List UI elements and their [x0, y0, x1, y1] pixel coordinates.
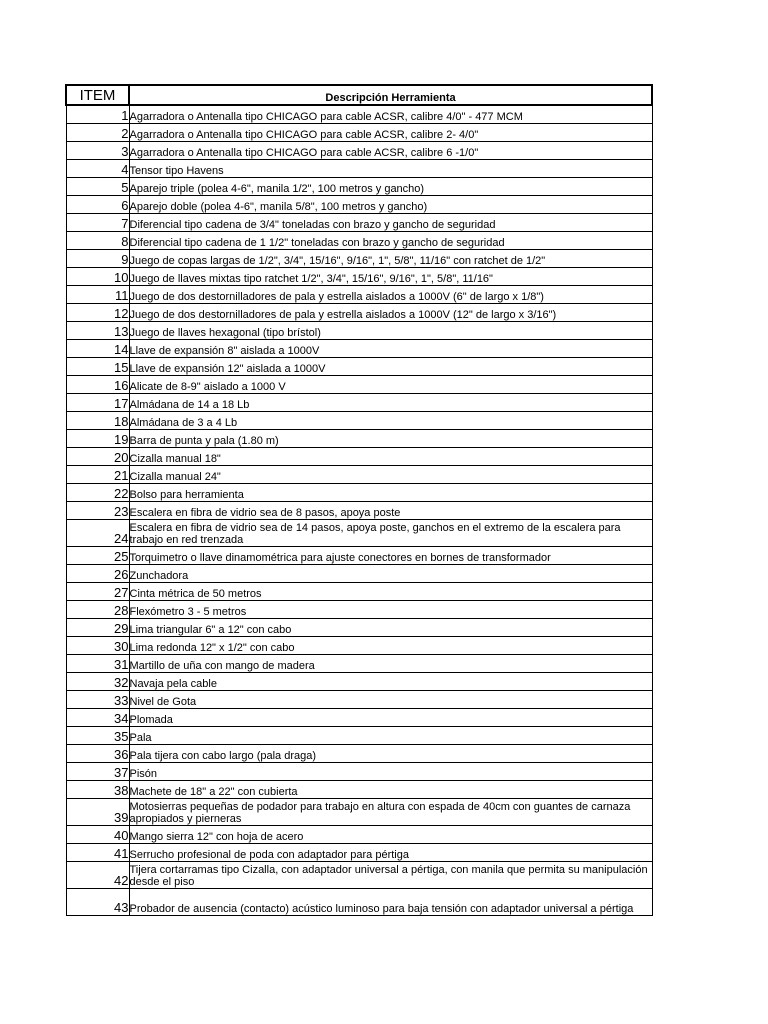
item-number-cell: 5: [66, 177, 129, 195]
description-cell: Escalera en fibra de vidrio sea de 14 pasos, apoya poste, ganchos en el extremo de la escalera para trabajo en red trenzada: [129, 519, 652, 546]
description-cell: Pisón: [129, 762, 652, 780]
description-cell: Tijera cortarramas tipo Cizalla, con adaptador universal a pértiga, con manila que permita su manipulación desde el piso: [129, 861, 652, 888]
table-row: [66, 177, 652, 195]
description-cell: Plomada: [129, 708, 652, 726]
item-number-cell: 14: [66, 339, 129, 357]
description-cell: Escalera en fibra de vidrio sea de 8 pasos, apoya poste: [129, 501, 652, 519]
table-row: [66, 861, 652, 888]
table-row: [66, 600, 652, 618]
table-row: [66, 339, 652, 357]
tools-table: [65, 84, 653, 916]
table-row: [66, 798, 652, 825]
item-number-cell: 26: [66, 564, 129, 582]
description-cell: Aparejo doble (polea 4-6", manila 5/8", 100 metros y gancho): [129, 195, 652, 213]
item-number-cell: 6: [66, 195, 129, 213]
item-number-cell: 19: [66, 429, 129, 447]
description-cell: Motosierras pequeñas de podador para trabajo en altura con espada de 40cm con guantes de carnaza apropiados y pierneras: [129, 798, 652, 825]
header-row: [66, 85, 652, 105]
item-number-cell: 12: [66, 303, 129, 321]
table-row: [66, 708, 652, 726]
item-number-cell: 13: [66, 321, 129, 339]
item-number-cell: 25: [66, 546, 129, 564]
item-number-cell: 15: [66, 357, 129, 375]
table-row: [66, 375, 652, 393]
description-cell: Barra de punta y pala (1.80 m): [129, 429, 652, 447]
table-row: [66, 159, 652, 177]
item-number-cell: 22: [66, 483, 129, 501]
item-number-cell: 31: [66, 654, 129, 672]
item-number-cell: 36: [66, 744, 129, 762]
table-row: [66, 249, 652, 267]
item-column-header: ITEM: [66, 85, 129, 105]
table-row: [66, 618, 652, 636]
item-number-cell: 39: [66, 798, 129, 825]
description-cell: Agarradora o Antenalla tipo CHICAGO para cable ACSR, calibre 2- 4/0": [129, 123, 652, 141]
table-row: [66, 465, 652, 483]
description-cell: Pala tijera con cabo largo (pala draga): [129, 744, 652, 762]
item-number-cell: 30: [66, 636, 129, 654]
item-number-cell: 38: [66, 780, 129, 798]
description-cell: Agarradora o Antenalla tipo CHICAGO para cable ACSR, calibre 4/0" - 477 MCM: [129, 105, 652, 123]
description-cell: Nivel de Gota: [129, 690, 652, 708]
item-number-cell: 28: [66, 600, 129, 618]
item-number-cell: 3: [66, 141, 129, 159]
item-number-cell: 21: [66, 465, 129, 483]
item-number-cell: 20: [66, 447, 129, 465]
description-cell: Juego de llaves hexagonal (tipo brístol): [129, 321, 652, 339]
item-number-cell: 24: [66, 519, 129, 546]
table-row: [66, 231, 652, 249]
description-cell: Juego de dos destornilladores de pala y estrella aislados a 1000V (12" de largo x 3/16"): [129, 303, 652, 321]
table-row: [66, 357, 652, 375]
item-number-cell: 32: [66, 672, 129, 690]
description-cell: Llave de expansión 8" aislada a 1000V: [129, 339, 652, 357]
item-number-cell: 18: [66, 411, 129, 429]
item-number-cell: 40: [66, 825, 129, 843]
description-cell: Lima triangular 6" a 12" con cabo: [129, 618, 652, 636]
item-number-cell: 43: [66, 888, 129, 915]
item-number-cell: 1: [66, 105, 129, 123]
table-row: [66, 690, 652, 708]
table-row: [66, 411, 652, 429]
table-body: [66, 105, 652, 915]
item-number-cell: 23: [66, 501, 129, 519]
table-row: [66, 393, 652, 411]
table-row: [66, 672, 652, 690]
description-cell: Probador de ausencia (contacto) acústico luminoso para baja tensión con adaptador universal a pértiga: [129, 888, 652, 915]
item-number-cell: 2: [66, 123, 129, 141]
table-row: [66, 267, 652, 285]
description-cell: Navaja pela cable: [129, 672, 652, 690]
description-cell: Aparejo triple (polea 4-6", manila 1/2", 100 metros y gancho): [129, 177, 652, 195]
description-cell: Cizalla manual 24": [129, 465, 652, 483]
table-row: [66, 546, 652, 564]
description-cell: Diferencial tipo cadena de 3/4" toneladas con brazo y gancho de seguridad: [129, 213, 652, 231]
item-number-cell: 16: [66, 375, 129, 393]
table-row: [66, 780, 652, 798]
description-cell: Cizalla manual 18": [129, 447, 652, 465]
item-number-cell: 33: [66, 690, 129, 708]
description-cell: Juego de copas largas de 1/2", 3/4", 15/16", 9/16", 1", 5/8", 11/16" con ratchet de 1/2": [129, 249, 652, 267]
item-number-cell: 42: [66, 861, 129, 888]
table-row: [66, 762, 652, 780]
description-cell: Zunchadora: [129, 564, 652, 582]
description-cell: Martillo de uña con mango de madera: [129, 654, 652, 672]
description-cell: Cinta métrica de 50 metros: [129, 582, 652, 600]
item-number-cell: 27: [66, 582, 129, 600]
table-row: [66, 843, 652, 861]
table-row: [66, 636, 652, 654]
item-number-cell: 10: [66, 267, 129, 285]
table-row: [66, 123, 652, 141]
item-number-cell: 9: [66, 249, 129, 267]
table-row: [66, 744, 652, 762]
table-row: [66, 447, 652, 465]
item-number-cell: 37: [66, 762, 129, 780]
item-number-cell: 34: [66, 708, 129, 726]
description-cell: Flexómetro 3 - 5 metros: [129, 600, 652, 618]
description-cell: Juego de dos destornilladores de pala y estrella aislados a 1000V (6" de largo x 1/8"): [129, 285, 652, 303]
description-cell: Lima redonda 12" x 1/2" con cabo: [129, 636, 652, 654]
table-row: [66, 195, 652, 213]
description-cell: Torquimetro o llave dinamométrica para ajuste conectores en bornes de transformador: [129, 546, 652, 564]
description-cell: Pala: [129, 726, 652, 744]
table-row: [66, 501, 652, 519]
table-row: [66, 582, 652, 600]
table-row: [66, 303, 652, 321]
description-cell: Machete de 18" a 22" con cubierta: [129, 780, 652, 798]
table-row: [66, 888, 652, 915]
description-cell: Serrucho profesional de poda con adaptador para pértiga: [129, 843, 652, 861]
table-row: [66, 429, 652, 447]
item-number-cell: 7: [66, 213, 129, 231]
item-number-cell: 17: [66, 393, 129, 411]
table-row: [66, 483, 652, 501]
table-row: [66, 654, 652, 672]
table-row: [66, 285, 652, 303]
description-cell: Almádana de 3 a 4 Lb: [129, 411, 652, 429]
item-number-cell: 11: [66, 285, 129, 303]
description-cell: Bolso para herramienta: [129, 483, 652, 501]
description-cell: Almádana de 14 a 18 Lb: [129, 393, 652, 411]
table-row: [66, 141, 652, 159]
item-number-cell: 8: [66, 231, 129, 249]
description-column-header: Descripción Herramienta: [129, 85, 652, 105]
description-cell: Agarradora o Antenalla tipo CHICAGO para cable ACSR, calibre 6 -1/0": [129, 141, 652, 159]
item-number-cell: 35: [66, 726, 129, 744]
description-cell: Tensor tipo Havens: [129, 159, 652, 177]
item-number-cell: 41: [66, 843, 129, 861]
table-row: [66, 564, 652, 582]
item-number-cell: 29: [66, 618, 129, 636]
description-cell: Mango sierra 12" con hoja de acero: [129, 825, 652, 843]
description-cell: Juego de llaves mixtas tipo ratchet 1/2", 3/4", 15/16", 9/16", 1", 5/8", 11/16": [129, 267, 652, 285]
item-number-cell: 4: [66, 159, 129, 177]
table-row: [66, 519, 652, 546]
description-cell: Llave de expansión 12" aislada a 1000V: [129, 357, 652, 375]
table-row: [66, 105, 652, 123]
table-row: [66, 321, 652, 339]
table-row: [66, 726, 652, 744]
description-cell: Alicate de 8-9" aislado a 1000 V: [129, 375, 652, 393]
table-row: [66, 213, 652, 231]
table-row: [66, 825, 652, 843]
description-cell: Diferencial tipo cadena de 1 1/2" toneladas con brazo y gancho de seguridad: [129, 231, 652, 249]
